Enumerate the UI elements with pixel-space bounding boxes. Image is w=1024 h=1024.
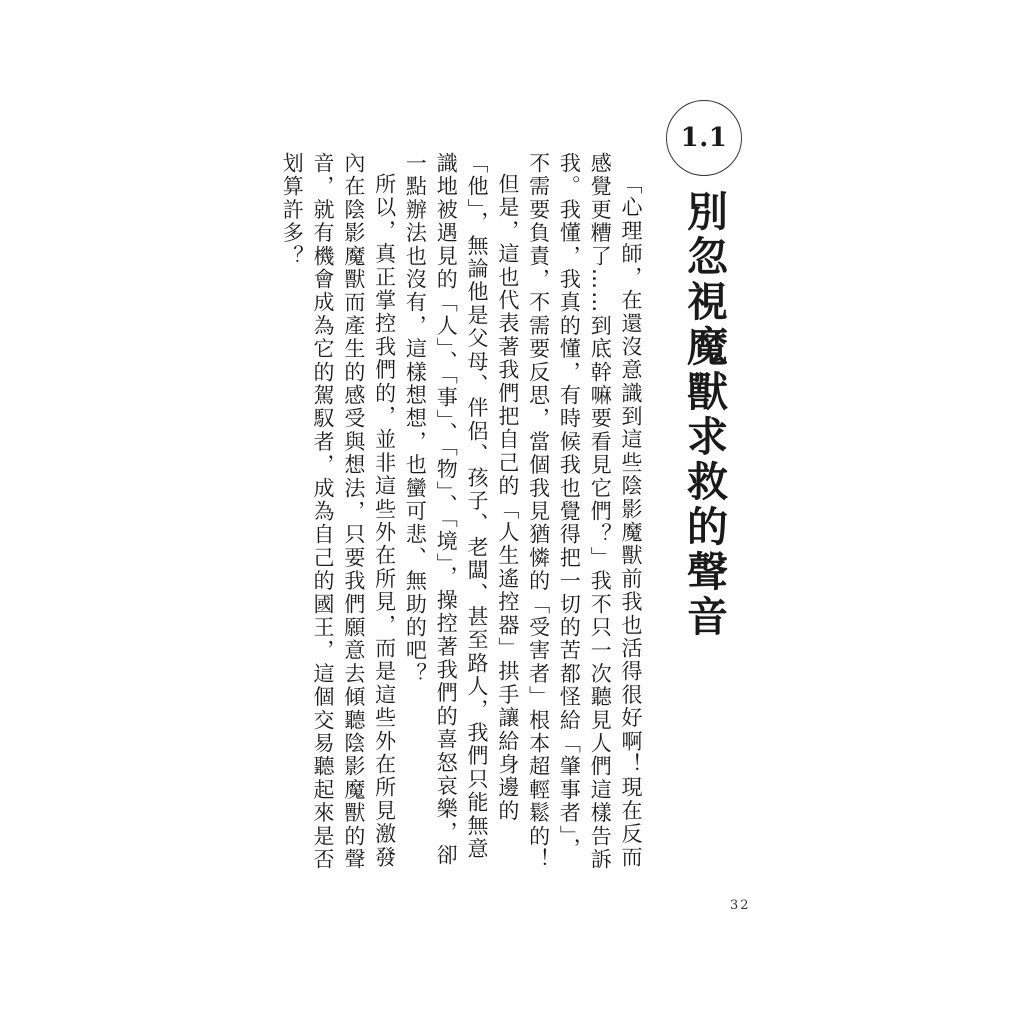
paragraph-1: 「心理師，在還沒意識到這些陰影魔獸前我也活得很好啊！現在反而感覺更糟了……到底幹嘛要看見它們？」我不只一次聽見人們這樣告訴我。我懂，我真的懂，有時候我也覺得把一切的苦都怪給「肇事者」，不需要負責，不需要反思，當個我見猶憐的「受害者」根本超輕鬆的！ [526,152,643,872]
page-number: 32 [730,898,751,913]
body-text [276,152,646,872]
section-title: 別忽視魔獸求救的聲音 [680,190,728,640]
paragraph-2: 但是，這也代表著我們把自己的「人生遙控器」拱手讓給身邊的「他」，無論他是父母、伴侶、孩子、老闆、甚至路人，我們只能無意識地被遇見的「人」、「事」、「物」、「境」，操控著我們的喜怒哀樂，卻一點辦法也沒有，這樣想想，也蠻可悲、無助的吧？ [403,152,520,868]
section-number-badge [666,100,742,176]
section-number: 1.1 [680,123,728,153]
paragraph-3: 所以，真正掌控我們的，並非這些外在所見，而是這些外在所見激發內在陰影魔獸而產生的感受與想法，只要我們願意去傾聽陰影魔獸的聲音，就有機會成為它的駕馭者，成為自己的國王，這個交易聽起來是否划算許多？ [280,152,397,872]
